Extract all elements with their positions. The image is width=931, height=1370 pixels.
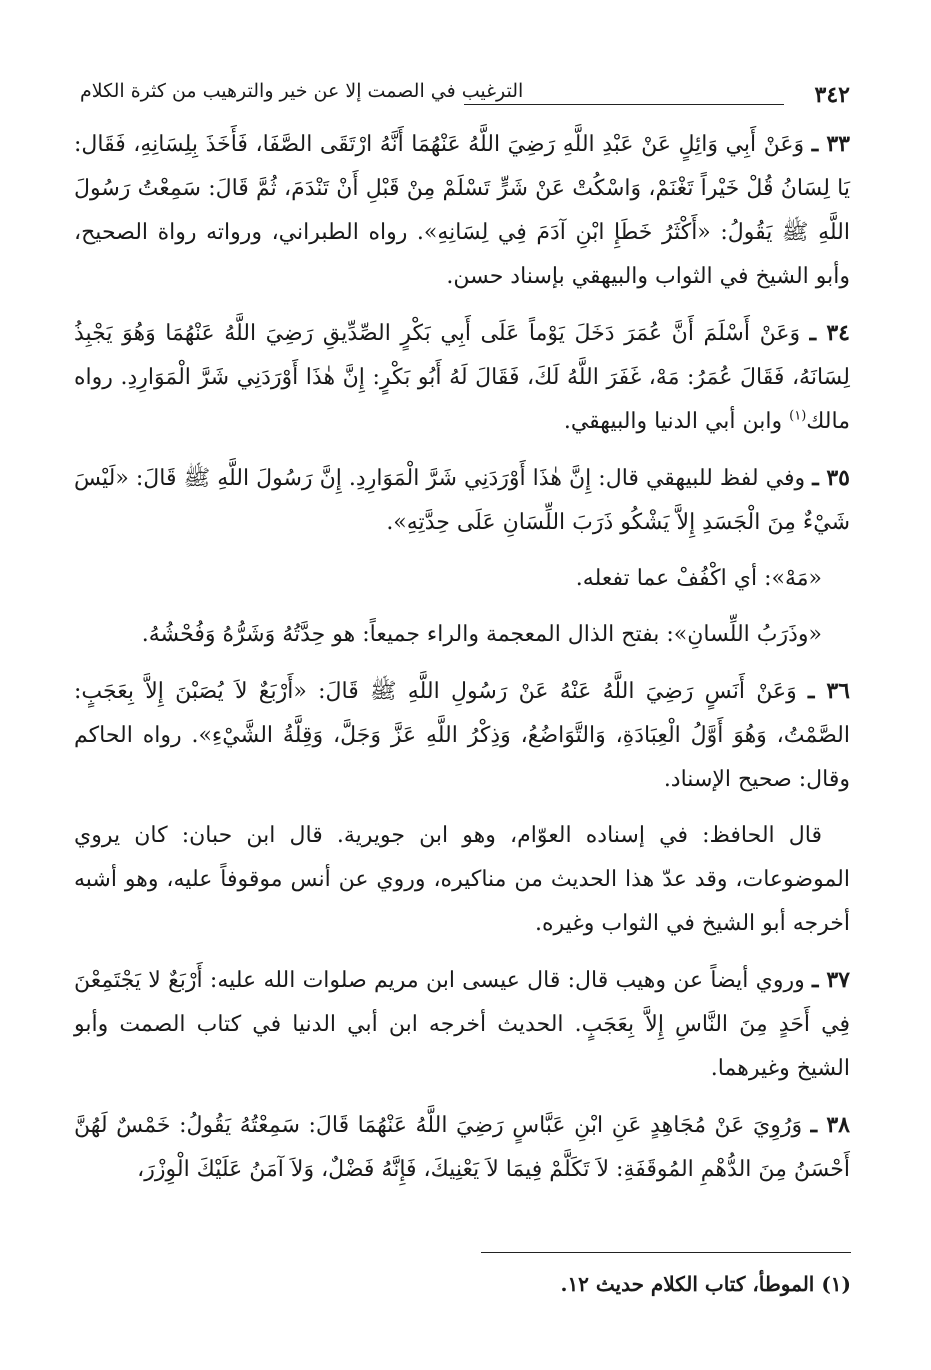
footnote-mark: (١) xyxy=(821,1272,851,1296)
page-header xyxy=(80,72,850,112)
hadith-number: ٣٦ ـ xyxy=(807,678,850,704)
footnote-reference: (١) xyxy=(789,408,807,424)
hadith-number: ٣٣ ـ xyxy=(811,131,850,157)
hadith-number: ٣٥ ـ xyxy=(812,465,850,491)
hadith-36 xyxy=(74,669,850,802)
hadith-text: وفي لفظ للبيهقي قال: إِنَّ هٰذَا أَوْرَدَنِي شَرَّ الْمَوَارِدِ. إِنَّ رَسُولَ اللَّهِ ﷺ قَالَ: «لَيْسَ شَيْءٌ مِنَ الْجَسَدِ إِلاَّ يَشْكُو ذَرَبَ اللِّسَانِ عَلَى حِدَّتِهِ». xyxy=(74,466,850,535)
hafiz-commentary: قال الحافظ: في إسناده العوّام، وهو ابن جويرية. قال ابن حبان: كان يروي الموضوعات، وقد عدّ هذا الحديث من مناكيره، وروي عن أنس موقوفاً عليه، وهو أشبه أخرجه أبو الشيخ في الثواب وغيره. xyxy=(74,823,850,936)
gloss-mah: «مَهْ»: أي اكْفُفْ عما تفعله. xyxy=(575,566,822,591)
hadith-text: وروي أيضاً عن وهيب قال: قال عيسى ابن مريم صلوات الله عليه: أَرْبَعٌ لا يَجْتَمِعْنَ فِي أَحَدٍ مِنَ النَّاسِ إِلاَّ بِعَجَبٍ. الحديث أخرجه ابن أبي الدنيا في كتاب الصمت وأبو الشيخ وغيرهما. xyxy=(74,968,850,1081)
hadith-34 xyxy=(74,311,850,444)
hadith-number: ٣٨ ـ xyxy=(810,1112,850,1138)
hadith-33 xyxy=(74,122,850,299)
hadith-35 xyxy=(74,456,850,545)
hadith-text: وَرُوِيَ عَنْ مُجَاهِدٍ عَنِ ابْنِ عَبَّاسٍ رَضِيَ اللَّهُ عَنْهُمَا قَالَ: سَمِعْتُهُ يَقُولُ: خَمْسٌ لَهُنَّ أَحْسَنُ مِنَ الدُّهْمِ المُوقَفَةِ: لاَ تَكَلَّمْ فِيمَا لاَ يَعْنِيكَ، فَإِنَّهُ فَضْلٌ، وَلاَ آمَنُ عَلَيْكَ الْوِزْرَ، xyxy=(74,1113,850,1182)
footnote xyxy=(81,1268,851,1300)
hadith-number: ٣٧ ـ xyxy=(811,967,850,993)
header-rule xyxy=(464,104,784,105)
page-body xyxy=(74,122,850,1204)
hadith-37 xyxy=(74,958,850,1091)
hadith-text-continued: وابن أبي الدنيا والبيهقي. xyxy=(563,409,790,434)
hadith-text: وَعَنْ أَنَسٍ رَضِيَ اللَّهُ عَنْهُ عَنْ رَسُولِ اللَّهِ ﷺ قَالَ: «أَرْبَعٌ لاَ يُصَبْنَ إِلاَّ بِعَجَبٍ: الصَّمْتُ، وَهُوَ أَوَّلُ الْعِبَادَةِ، وَالتَّوَاضُعُ، وَذِكْرُ اللَّهِ عَزَّ وَجَلَّ، وَقِلَّةُ الشَّيْءِ». رواه الحاكم وقال: صحيح الإسناد. xyxy=(74,679,850,792)
hadith-text: وَعَنْ أَبِي وَائِلٍ عَنْ عَبْدِ اللَّهِ رَضِيَ اللَّهُ عَنْهُمَا أَنَّهُ ارْتَقَى الصَّفَا، فَأَخَذَ بِلِسَانِهِ، فَقَال: يَا لِسَانُ قُلْ خَيْراً تَغْنَمْ، وَاسْكُتْ عَنْ شَرٍّ تَسْلَمْ مِنْ قَبْلِ أَنْ تَنْدَمَ، ثُمَّ قَالَ: سَمِعْتُ رَسُولَ اللَّهِ ﷺ يَقُولُ: «أَكْثَرُ خَطَإِ ابْنِ آدَمَ فِي لِسَانِهِ». رواه الطبراني، ورواته رواة الصحيح، وأبو الشيخ في الثواب والبيهقي بإسناد حسن. xyxy=(74,132,850,289)
footnote-rule xyxy=(481,1252,851,1253)
hadith-text: وَعَنْ أَسْلَمَ أَنَّ عُمَرَ دَخَلَ يَوْماً عَلَى أَبِي بَكْرٍ الصِّدِّيقِ رَضِيَ اللَّهُ عَنْهُمَا وَهُوَ يَجْبِذُ لِسَانَهُ، فَقَالَ عُمَرُ: مَهْ، غَفَرَ اللَّهُ لَكَ، فَقَالَ لَهُ أَبُو بَكْرٍ: إِنَّ هٰذَا أَوْرَدَنِي شَرَّ الْمَوَارِدِ. رواه مالك xyxy=(74,321,850,434)
gloss-dharab: «وذَرَبُ اللِّسانِ»: بفتح الذال المعجمة والراء جميعاً: هو حِدَّتُهُ وَشَرُّهُ وَفُحْشُهُ. xyxy=(141,622,822,647)
page-number: ٣٤٢ xyxy=(814,82,850,108)
hadith-38 xyxy=(74,1103,850,1192)
running-title: الترغيب في الصمت إلا عن خير والترهيب من كثرة الكلام xyxy=(80,80,524,102)
footnote-text: الموطأ، كتاب الكلام حديث ١٢. xyxy=(560,1272,822,1296)
hadith-number: ٣٤ ـ xyxy=(809,320,850,346)
